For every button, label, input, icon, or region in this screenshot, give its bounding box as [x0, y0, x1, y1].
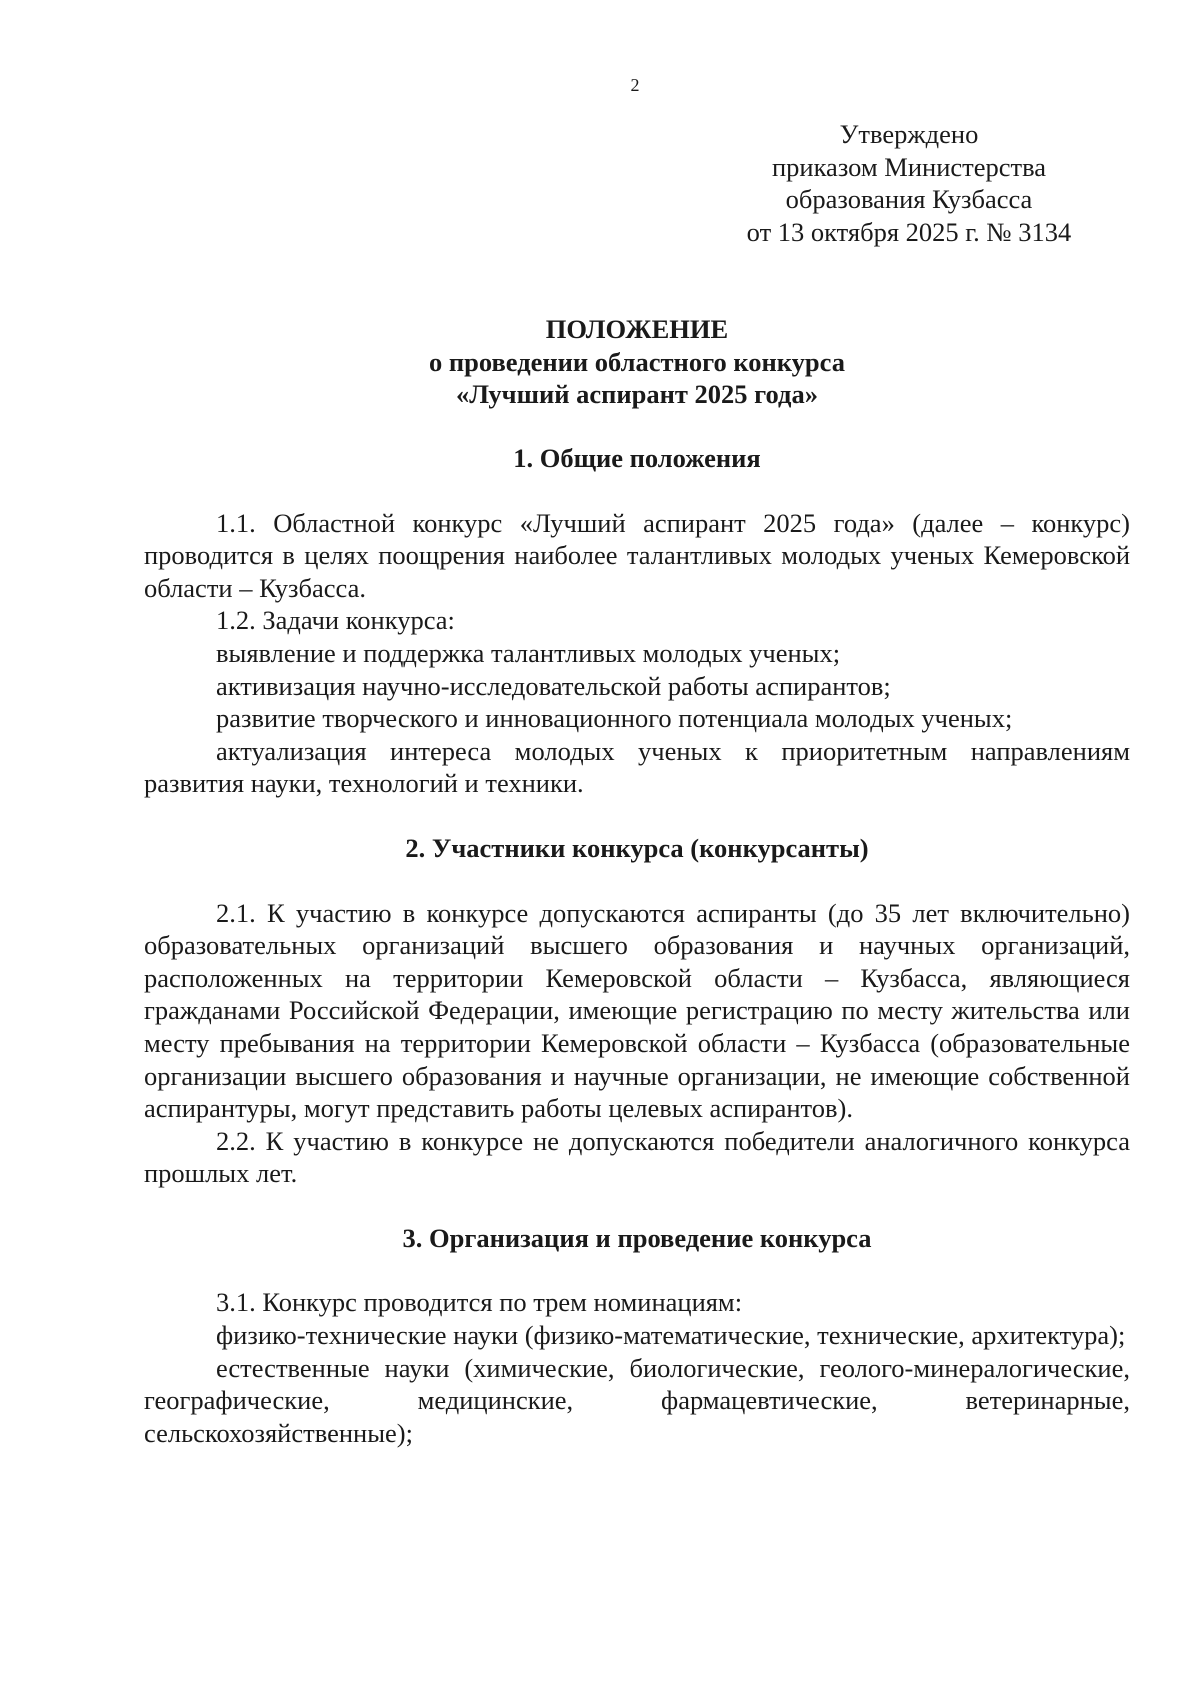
approval-order-reference: от 13 октября 2025 г. № 3134 — [746, 216, 1072, 247]
document-body — [144, 442, 1130, 1449]
document-title-main: ПОЛОЖЕНИЕ — [545, 314, 729, 344]
section-heading: 3. Организация и проведение конкурса — [402, 1222, 872, 1253]
paragraph: 1.2. Задачи конкурса: — [216, 605, 455, 636]
list-item: актуализация интереса молодых ученых к приоритетным направлениям развития науки, технологий и техники. — [144, 735, 1130, 799]
section-heading: 2. Участники конкурса (конкурсанты) — [405, 832, 869, 863]
approval-stamp-block — [720, 118, 1098, 248]
list-item: физико-технические науки (физико-математические, технические, архитектура); — [216, 1320, 1126, 1351]
list-item: активизация научно-исследовательской работы аспирантов; — [216, 670, 891, 701]
paragraph: 3.1. Конкурс проводится по трем номинациям: — [216, 1287, 743, 1318]
document-title-contest-name: «Лучший аспирант 2025 года» — [456, 379, 818, 409]
list-item: выявление и поддержка талантливых молодых ученых; — [216, 637, 841, 668]
approval-line: образования Кузбасса — [785, 184, 1033, 214]
list-item: развитие творческого и инновационного потенциала молодых ученых; — [216, 703, 1013, 734]
document-title-subtitle: о проведении областного конкурса — [429, 346, 845, 377]
page-number: 2 — [630, 75, 640, 95]
paragraph: 2.1. К участию в конкурсе допускаются аспиранты (до 35 лет включительно) образовательных организаций высшего образования и научных организаций, расположенных на территории Кемеровской области – Кузбасса, являющиеся гражданами Российской Федерации, имеющие регистрацию по месту жительства или месту пребывания на территории Кемеровской области – Кузбасса (образовательные организации высшего образования и научные организации, не имеющие собственной аспирантуры, могут представить работы целевых аспирантов). — [144, 897, 1130, 1124]
paragraph: 1.1. Областной конкурс «Лучший аспирант 2025 года» (далее – конкурс) проводится в целях поощрения наиболее талантливых молодых ученых Кемеровской области – Кузбасса. — [144, 507, 1130, 603]
approval-line: Утверждено — [839, 119, 979, 149]
paragraph: 2.2. К участию в конкурсе не допускаются победители аналогичного конкурса прошлых лет. — [144, 1125, 1130, 1189]
list-item: естественные науки (химические, биологические, геолого-минералогические, географические, медицинские, фармацевтические, ветеринарные, сельскохозяйственные); — [144, 1352, 1130, 1448]
document-title — [144, 313, 1130, 411]
approval-line: приказом Министерства — [771, 151, 1047, 182]
section-heading: 1. Общие положения — [513, 443, 761, 473]
